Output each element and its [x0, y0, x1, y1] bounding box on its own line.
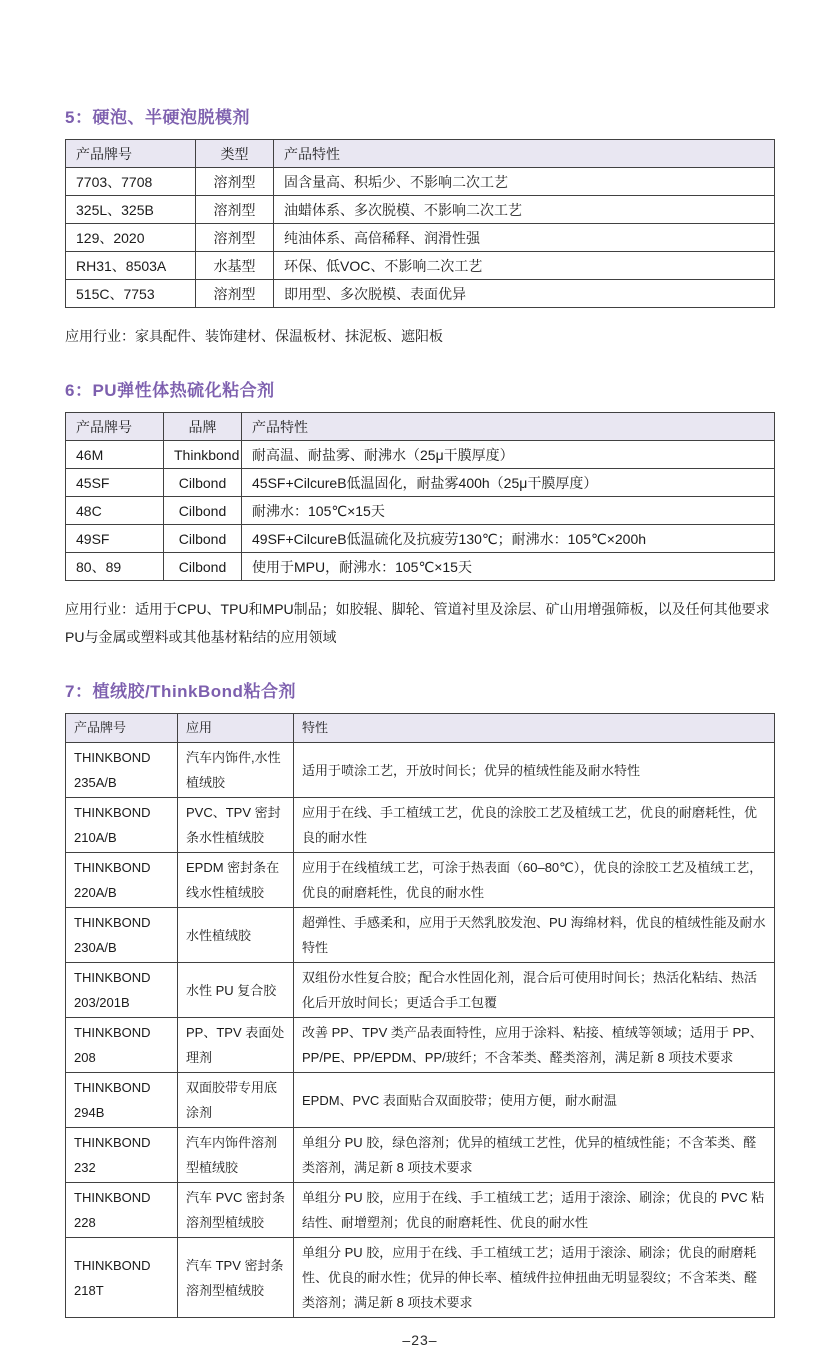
column-header: 产品牌号	[66, 714, 178, 743]
table-cell: 固含量高、积垢少、不影响二次工艺	[274, 168, 775, 196]
table-row	[66, 908, 775, 963]
table-cell: 48C	[66, 497, 164, 525]
table-cell: THINKBOND 294B	[66, 1073, 178, 1128]
table-cell: 纯油体系、高倍稀释、润滑性强	[274, 224, 775, 252]
table-cell: EPDM、PVC 表面贴合双面胶带；使用方便，耐水耐温	[294, 1073, 775, 1128]
column-header: 产品牌号	[66, 140, 196, 168]
table-cell: Cilbond	[164, 553, 242, 581]
table-cell: 单组分 PU 胶，绿色溶剂；优异的植绒工艺性，优异的植绒性能；不含苯类、醛类溶剂，满足新 8 项技术要求	[294, 1128, 775, 1183]
table-header-row	[66, 140, 775, 168]
table-row	[66, 853, 775, 908]
table-cell: 应用于在线、手工植绒工艺，优良的涂胶工艺及植绒工艺，优良的耐磨耗性，优良的耐水性	[294, 798, 775, 853]
table-row	[66, 168, 775, 196]
section-release-agents	[65, 103, 775, 350]
application-industries-note: 应用行业：适用于CPU、TPU和MPU制品；如胶辊、脚轮、管道衬里及涂层、矿山用增强筛板，以及任何其他要求PU与金属或塑料或其他基材粘结的应用领域	[65, 601, 770, 645]
column-header: 产品特性	[242, 413, 775, 441]
table-cell: 双面胶带专用底涂剂	[178, 1073, 294, 1128]
table-cell: Cilbond	[164, 525, 242, 553]
table-cell: 515C、7753	[66, 280, 196, 308]
table-cell: Cilbond	[164, 497, 242, 525]
column-header: 产品特性	[274, 140, 775, 168]
section-title-flocking-adhesives: 7：植绒胶/ThinkBond粘合剂	[65, 682, 296, 701]
table-header-row	[66, 714, 775, 743]
table-cell: THINKBOND 203/201B	[66, 963, 178, 1018]
table-cell: 49SF+CilcureB低温硫化及抗疲劳130℃；耐沸水：105℃×200h	[242, 525, 775, 553]
table-cell: PP、TPV 表面处理剂	[178, 1018, 294, 1073]
table-cell: 超弹性、手感柔和，应用于天然乳胶发泡、PU 海绵材料，优良的植绒性能及耐水特性	[294, 908, 775, 963]
table-cell: THINKBOND 235A/B	[66, 743, 178, 798]
table-cell: THINKBOND 220A/B	[66, 853, 178, 908]
table-row	[66, 743, 775, 798]
table-cell: 适用于喷涂工艺，开放时间长；优异的植绒性能及耐水特性	[294, 743, 775, 798]
table-row	[66, 798, 775, 853]
table-cell: 环保、低VOC、不影响二次工艺	[274, 252, 775, 280]
table-cell: THINKBOND 230A/B	[66, 908, 178, 963]
column-header: 应用	[178, 714, 294, 743]
table-cell: THINKBOND 208	[66, 1018, 178, 1073]
flocking-adhesives-table	[65, 713, 775, 1318]
table-row	[66, 1128, 775, 1183]
table-row	[66, 441, 775, 469]
table-row	[66, 553, 775, 581]
table-cell: 单组分 PU 胶，应用于在线、手工植绒工艺；适用于滚涂、刷涂；优良的 PVC 粘结性、耐增塑剂；优良的耐磨耗性、优良的耐水性	[294, 1183, 775, 1238]
section-title-pu-elastomer-adhesives: 6：PU弹性体热硫化粘合剂	[65, 381, 275, 400]
table-cell: 汽车内饰件溶剂型植绒胶	[178, 1128, 294, 1183]
table-cell: 溶剂型	[196, 280, 274, 308]
table-cell: THINKBOND 218T	[66, 1238, 178, 1318]
table-cell: 即用型、多次脱模、表面优异	[274, 280, 775, 308]
section-flocking-adhesives	[65, 677, 775, 1318]
table-cell: Cilbond	[164, 469, 242, 497]
section-title-release-agents: 5：硬泡、半硬泡脱模剂	[65, 108, 250, 127]
table-row	[66, 224, 775, 252]
table-cell: THINKBOND 228	[66, 1183, 178, 1238]
table-row	[66, 1238, 775, 1318]
table-cell: PVC、TPV 密封条水性植绒胶	[178, 798, 294, 853]
table-cell: 改善 PP、TPV 类产品表面特性，应用于涂料、粘接、植绒等领域；适用于 PP、PP/PE、PP/EPDM、PP/玻纤；不含苯类、醛类溶剂，满足新 8 项技术要求	[294, 1018, 775, 1073]
page-number: –23–	[402, 1332, 438, 1348]
table-cell: 溶剂型	[196, 168, 274, 196]
column-header: 品牌	[164, 413, 242, 441]
table-cell: 80、89	[66, 553, 164, 581]
table-cell: 7703、7708	[66, 168, 196, 196]
table-cell: 耐高温、耐盐雾、耐沸水（25μ干膜厚度）	[242, 441, 775, 469]
table-cell: 溶剂型	[196, 224, 274, 252]
table-row	[66, 525, 775, 553]
table-cell: 45SF+CilcureB低温固化，耐盐雾400h（25μ干膜厚度）	[242, 469, 775, 497]
application-industries-note: 应用行业：家具配件、装饰建材、保温板材、抹泥板、遮阳板	[65, 328, 443, 344]
table-cell: 水性 PU 复合胶	[178, 963, 294, 1018]
table-cell: 汽车 PVC 密封条溶剂型植绒胶	[178, 1183, 294, 1238]
table-cell: 油蜡体系、多次脱模、不影响二次工艺	[274, 196, 775, 224]
table-cell: 使用于MPU，耐沸水：105℃×15天	[242, 553, 775, 581]
column-header: 特性	[294, 714, 775, 743]
table-cell: 汽车内饰件,水性植绒胶	[178, 743, 294, 798]
table-header-row	[66, 413, 775, 441]
table-cell: Thinkbond	[164, 441, 242, 469]
table-cell: 46M	[66, 441, 164, 469]
table-cell: 双组份水性复合胶；配合水性固化剂，混合后可使用时间长；热活化粘结、热活化后开放时间长；更适合手工包覆	[294, 963, 775, 1018]
table-row	[66, 1073, 775, 1128]
table-row	[66, 280, 775, 308]
table-cell: 应用于在线植绒工艺，可涂于热表面（60–80℃），优良的涂胶工艺及植绒工艺，优良的耐磨耗性，优良的耐水性	[294, 853, 775, 908]
table-cell: RH31、8503A	[66, 252, 196, 280]
pu-elastomer-adhesives-table	[65, 412, 775, 581]
column-header: 类型	[196, 140, 274, 168]
table-cell: 汽车 TPV 密封条溶剂型植绒胶	[178, 1238, 294, 1318]
table-cell: 耐沸水：105℃×15天	[242, 497, 775, 525]
table-cell: EPDM 密封条在线水性植绒胶	[178, 853, 294, 908]
table-cell: 单组分 PU 胶，应用于在线、手工植绒工艺；适用于滚涂、刷涂；优良的耐磨耗性、优良的耐水性；优异的伸长率、植绒件拉伸扭曲无明显裂纹；不含苯类、醛类溶剂；满足新 8 项技术要求	[294, 1238, 775, 1318]
section-pu-elastomer-adhesives	[65, 376, 775, 651]
table-cell: 129、2020	[66, 224, 196, 252]
table-row	[66, 252, 775, 280]
table-cell: THINKBOND 232	[66, 1128, 178, 1183]
table-cell: 49SF	[66, 525, 164, 553]
table-row	[66, 469, 775, 497]
table-cell: 45SF	[66, 469, 164, 497]
table-cell: THINKBOND 210A/B	[66, 798, 178, 853]
table-row	[66, 1018, 775, 1073]
table-cell: 水基型	[196, 252, 274, 280]
table-row	[66, 963, 775, 1018]
release-agents-table	[65, 139, 775, 308]
table-row	[66, 497, 775, 525]
table-row	[66, 196, 775, 224]
column-header: 产品牌号	[66, 413, 164, 441]
table-cell: 325L、325B	[66, 196, 196, 224]
table-row	[66, 1183, 775, 1238]
table-cell: 溶剂型	[196, 196, 274, 224]
table-cell: 水性植绒胶	[178, 908, 294, 963]
